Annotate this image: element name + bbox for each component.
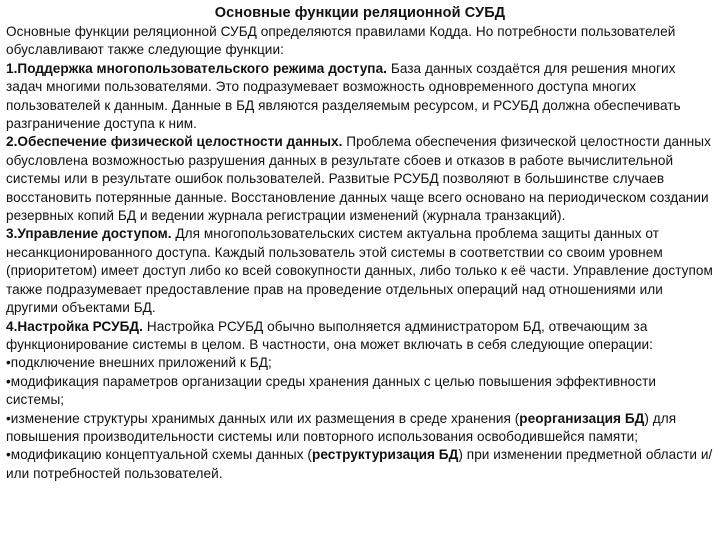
function-heading-2: 2.Обеспечение физической целостности данных.	[6, 134, 343, 150]
bullet-4-text-end: ) при изменении предметной области и/или потребностей пользователей.	[6, 447, 713, 481]
bullet-4-text-start: •модификацию концептуальной схемы данных (	[6, 447, 312, 463]
bullet-item-2: •модификация параметров организации среды хранения данных с целью повышения эффективности системы;	[6, 373, 657, 408]
function-text-3: Для многопользовательских систем актуальна проблема защиты данных от несанкционированного доступа. Каждый пользователь этой системы в соответствии со своим уровнем (приоритетом) имеет доступ либо ко всей совокупности данных, либо только к её части. Управление доступом также подразумевает предоставление прав на проведение отдельных операций над отношениями или другими объектами БД.	[6, 226, 713, 316]
bullet-3-text-start: •изменение структуры хранимых данных или их размещения в среде хранения (	[6, 410, 520, 426]
document-body	[6, 23, 714, 483]
bullet-item-3	[6, 410, 714, 447]
function-heading-3: 3.Управление доступом.	[6, 226, 172, 242]
function-heading-1: 1.Поддержка многопользовательского режима доступа.	[6, 60, 388, 76]
bullet-3-term: реорганизация БД	[519, 410, 645, 426]
function-item-3	[6, 225, 714, 317]
function-text-1: База данных создаётся для решения многих задач многими пользователями. Это подразумевает возможность одновременного доступа многих пользователей к данным. Данные в БД являются разделяемым ресурсом, и РСУБД должна обеспечивать разграничение доступа к ним.	[6, 60, 681, 132]
bullet-item-1: •подключение внешних приложений к БД;	[6, 355, 272, 371]
function-item-4	[6, 318, 714, 355]
page-title: Основные функции реляционной СУБД	[214, 5, 506, 21]
function-item-1	[6, 60, 714, 134]
function-heading-4: 4.Настройка РСУБД.	[6, 318, 143, 334]
bullet-3-text-end: ) для повышения производительности системы или повторного использования освободившейся памяти;	[6, 410, 677, 444]
function-item-2	[6, 133, 714, 225]
bullet-item-4	[6, 446, 714, 483]
bullet-4-term: реструктуризация БД	[311, 447, 459, 463]
function-text-2: Проблема обеспечения физической целостности данных обусловлена возможностью разрушения данных в результате сбоев и отказов в работе вычислительной системы или в результате ошибок пользователей. Развитые РСУБД позволяют в большинстве случаев восстановить потерянные данные. Восстановление данных чаще всего основано на периодическом создании резервных копий БД и ведении журнала регистрации изменений (журнала транзакций).	[6, 134, 711, 224]
intro-paragraph: Основные функции реляционной СУБД определяются правилами Кодда. Но потребности пользователей обуславливают также следующие функции:	[6, 24, 676, 58]
function-text-4: Настройка РСУБД обычно выполняется администратором БД, отвечающим за функционирование системы в целом. В частности, она может включать в себя следующие операции:	[6, 318, 654, 352]
